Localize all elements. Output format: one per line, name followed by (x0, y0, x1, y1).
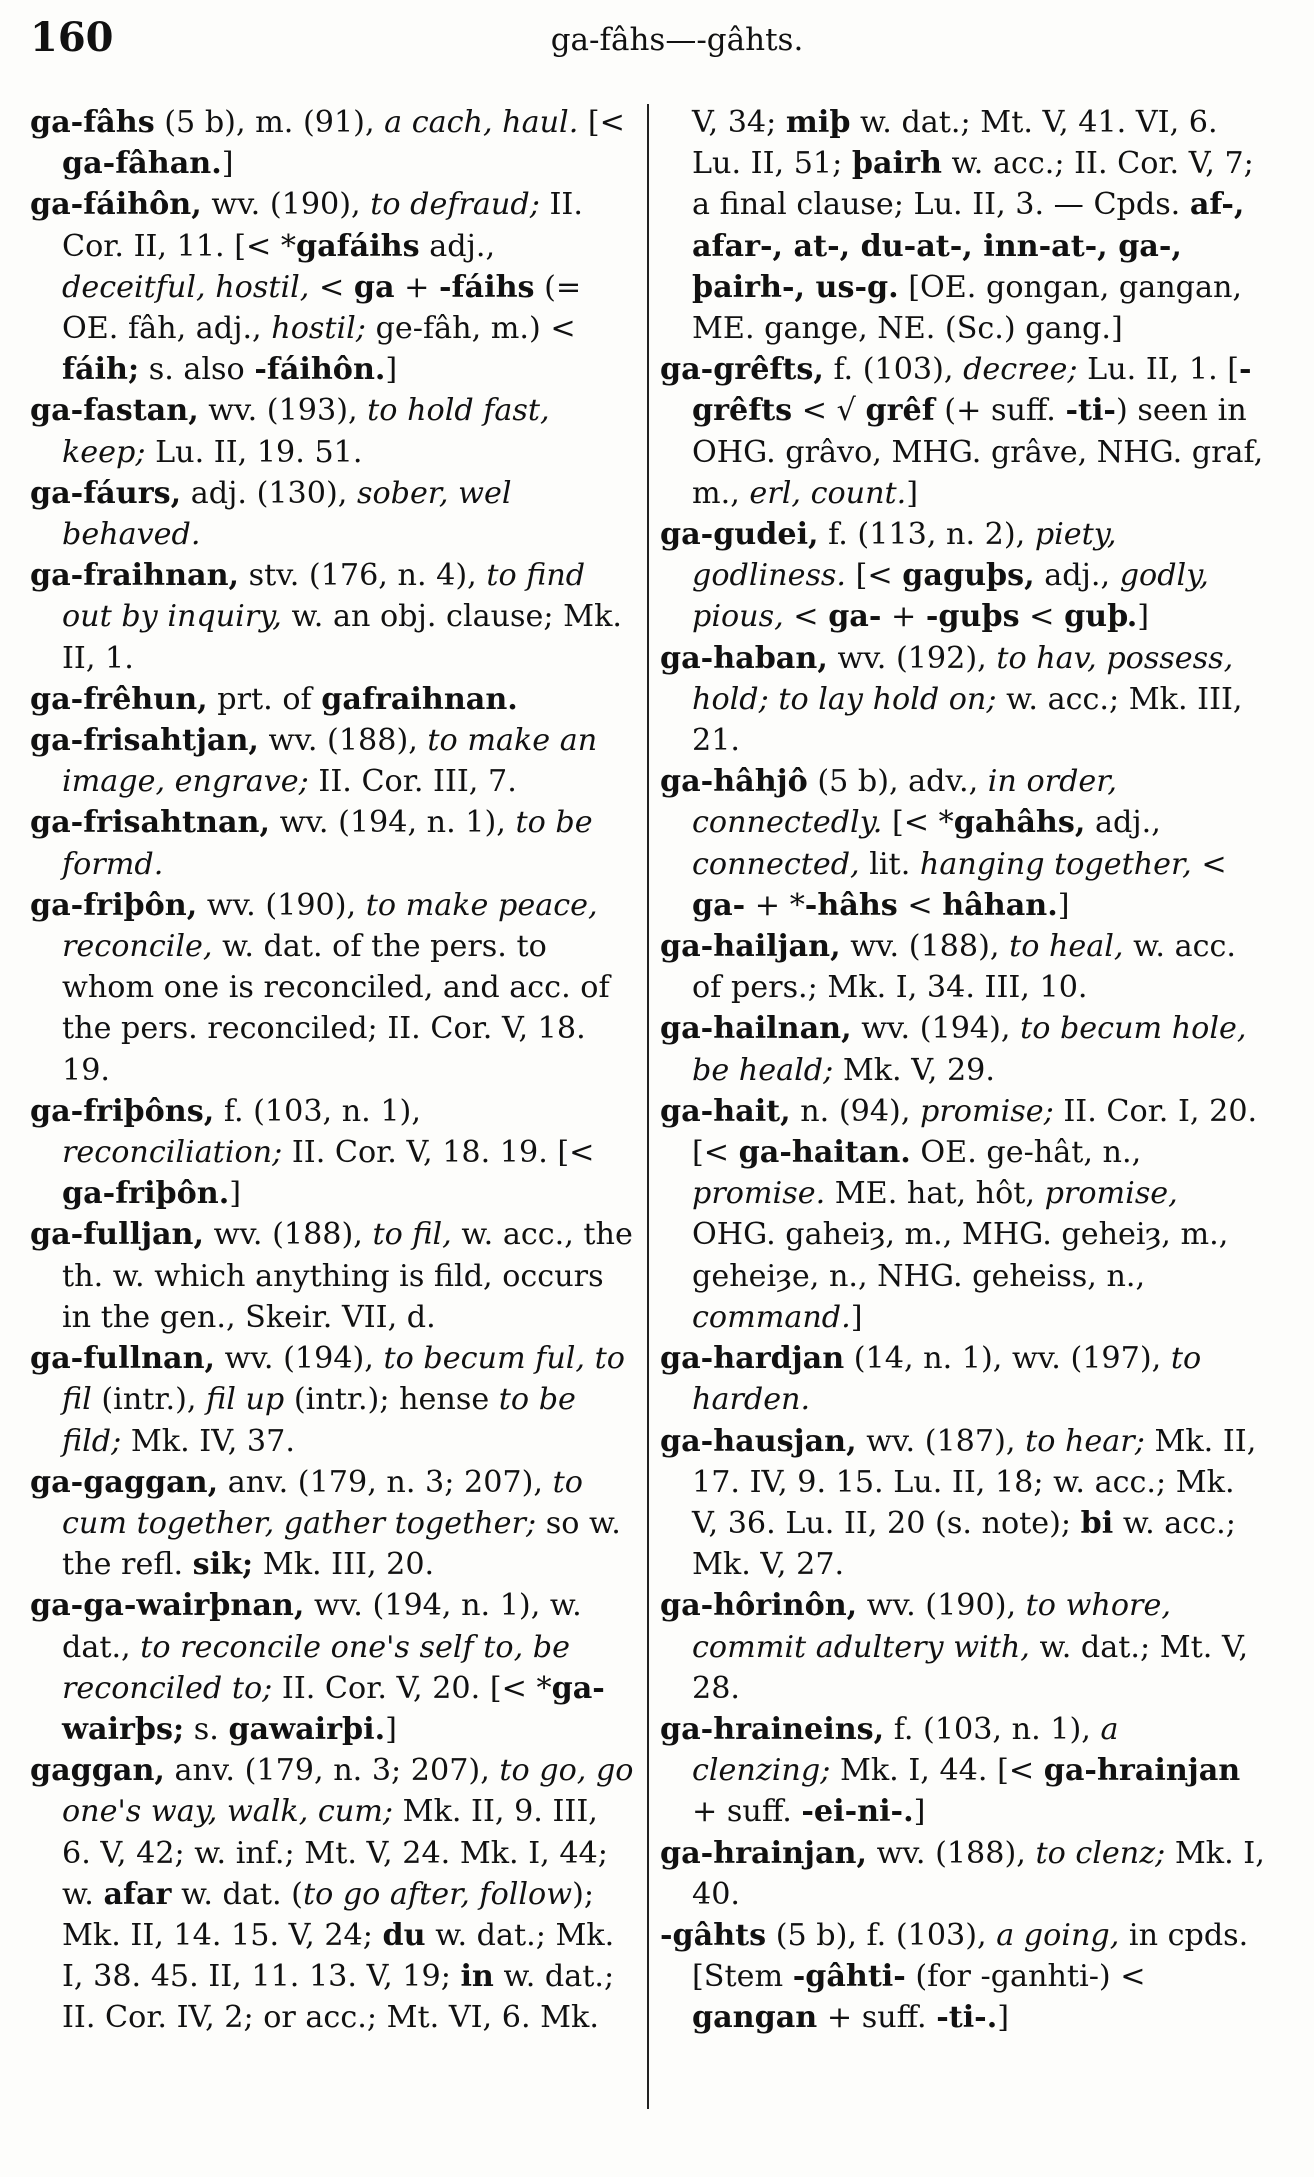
entry-headword: ga-hâhjô (660, 764, 808, 800)
entry-definition: wv. (190), to defraud; II. Cor. II, 11. [< *gafáihs adj., deceitful, hostil, < ga + -fáihs (= OE. fâh, adj., hostil; ge-fâh, m.) < fáih; s. also -fáihôn.] (62, 187, 583, 388)
dictionary-entry (660, 638, 1266, 762)
dictionary-entry (30, 885, 636, 1091)
entry-definition: wv. (188), to fil, w. acc., the th. w. which anything is fild, occurs in the gen., Skeir. VII, d. (62, 1217, 633, 1335)
dictionary-entry (30, 1462, 636, 1586)
entry-headword: ga-hailnan, (660, 1011, 852, 1047)
entry-headword: ga-fastan, (30, 393, 199, 429)
entry-definition: wv. (190), to make peace, reconcile, w. dat. of the pers. to whom one is reconciled, and acc. of the pers. reconciled; II. Cor. V, 18. 19. (62, 887, 610, 1088)
entry-headword: ga-fulljan, (30, 1217, 205, 1253)
dictionary-entry (660, 1008, 1266, 1090)
entry-headword: ga-friþôns, (30, 1093, 215, 1129)
dictionary-entry (30, 802, 636, 884)
entry-headword: ga-frêhun, (30, 681, 208, 717)
entry-headword: -gâhts (660, 1917, 767, 1953)
dictionary-entry (30, 1338, 636, 1462)
entry-headword: ga-hrainjan, (660, 1835, 867, 1871)
entry-definition: wv. (190), to whore, commit adultery with, w. dat.; Mt. V, 28. (692, 1588, 1249, 1706)
entry-definition: anv. (179, n. 3; 207), to go, go one's way, walk, cum; Mk. II, 9. III, 6. V, 42; w. inf.; Mt. V, 24. Mk. I, 44; w. afar w. dat. (to go after, follow); Mk. II, 14. 15. V, 24; du w. dat.; Mk. I, 38. 45. II, 11. 13. V, 19; in w. dat.; II. Cor. IV, 2; or acc.; Mt. VI, 6. Mk. (62, 1753, 634, 2036)
entry-definition: f. (113, n. 2), piety, godliness. [< gaguþs, adj., godly, pious, < ga- + -guþs < guþ.] (692, 517, 1209, 635)
dictionary-entry (30, 1750, 636, 2038)
entry-headword: ga-ga-wairþnan, (30, 1588, 305, 1624)
entry-definition: (5 b), adv., in order, connectedly. [< *gahâhs, adj., connected, lit. hanging together, < ga- + *-hâhs < hâhan.] (692, 764, 1227, 923)
entry-headword: ga-grêfts, (660, 352, 824, 388)
dictionary-entry (30, 473, 636, 555)
entry-headword: ga-gudei, (660, 517, 819, 553)
entry-definition: wv. (194), to becum hole, be heald; Mk. V, 29. (692, 1011, 1247, 1088)
entry-headword: ga-hausjan, (660, 1423, 857, 1459)
entry-definition: wv. (192), to hav, possess, hold; to lay hold on; w. acc.; Mk. III, 21. (692, 640, 1243, 759)
dictionary-entry (660, 1915, 1266, 2039)
entry-headword: ga-fáihôn, (30, 187, 202, 223)
dictionary-entry (30, 1091, 636, 1215)
dictionary-entry (660, 761, 1266, 926)
dictionary-entry (30, 102, 636, 184)
dictionary-entry (660, 1091, 1266, 1338)
right-column (660, 102, 1266, 2039)
entry-definition: (5 b), f. (103), a going, in cpds. [Stem -gâhti- (for -ganhti-) < gangan + suff. -ti-.] (692, 1917, 1249, 2036)
dictionary-entry (660, 1338, 1266, 1420)
entry-definition: wv. (194), to becum ful, to fil (intr.), fil up (intr.); hense to be fild; Mk. IV, 37. (62, 1341, 625, 1459)
dictionary-entry (660, 926, 1266, 1008)
entry-definition: f. (103, n. 1), a clenzing; Mk. I, 44. [< ga-hrainjan + suff. -ei-ni-.] (692, 1711, 1241, 1830)
entry-definition: wv. (188), to heal, w. acc. of pers.; Mk. I, 34. III, 10. (692, 929, 1236, 1006)
entry-headword: ga-frisahtnan, (30, 805, 270, 841)
entry-headword: ga-fâhs (30, 105, 155, 140)
entry-definition: (14, n. 1), wv. (197), to harden. (692, 1341, 1202, 1418)
entry-definition: f. (103), decree; Lu. II, 1. [-grêfts < √ grêf (+ suff. -ti-) seen in OHG. grâvo, MHG. grâve, NHG. graf, m., erl, count.] (692, 352, 1264, 511)
entry-headword: ga-gaggan, (30, 1464, 219, 1500)
entry-definition: wv. (194, n. 1), to be formd. (62, 805, 593, 882)
entry-continuation: V, 34; miþ w. dat.; Mt. V, 41. VI, 6. Lu. II, 51; þairh w. acc.; II. Cor. V, 7; a final clause; Lu. II, 3. — Cpds. af-, afar-, at-, du-at-, inn-at-, ga-, þairh-, us-g. [OE. gongan, gangan, ME. gange, NE. (Sc.) gang.] (692, 105, 1254, 347)
running-head: ga-fâhs—-gâhts. (550, 22, 804, 58)
entry-headword: ga-hailjan, (660, 929, 841, 965)
dictionary-entry (30, 679, 636, 720)
left-column (30, 102, 636, 2039)
entry-definition: anv. (179, n. 3; 207), to cum together, gather together; so w. the refl. sik; Mk. III, 20. (62, 1464, 621, 1583)
dictionary-entry (30, 184, 636, 390)
dictionary-entry (660, 349, 1266, 514)
dictionary-entry (30, 555, 636, 679)
entry-headword: ga-frisahtjan, (30, 723, 259, 759)
column-divider (647, 104, 649, 2109)
entry-definition: stv. (176, n. 4), to find out by inquiry, w. an obj. clause; Mk. II, 1. (62, 558, 622, 676)
dictionary-entry (30, 1214, 636, 1338)
dictionary-entry (30, 1585, 636, 1750)
entry-headword: ga-fraihnan, (30, 558, 240, 594)
entry-headword: gaggan, (30, 1753, 165, 1789)
entry-definition: f. (103, n. 1), reconciliation; II. Cor. V, 18. 19. [< ga-friþôn.] (62, 1093, 595, 1212)
dictionary-entry (30, 720, 636, 802)
dictionary-entry (660, 1709, 1266, 1833)
entry-definition: prt. of gafraihnan. (207, 681, 518, 717)
dictionary-entry (660, 1421, 1266, 1586)
entry-headword: ga-fáurs, (30, 475, 182, 511)
entry-headword: ga-friþôn, (30, 887, 198, 923)
entry-definition: (5 b), m. (91), a cach, haul. [< ga-fâhan.] (62, 105, 625, 182)
entry-definition: wv. (188), to clenz; Mk. I, 40. (692, 1835, 1265, 1912)
entry-headword: ga-hôrinôn, (660, 1588, 858, 1624)
entry-headword: ga-fullnan, (30, 1341, 216, 1377)
entry-headword: ga-hait, (660, 1093, 791, 1129)
entry-definition: wv. (194, n. 1), w. dat., to reconcile one's self to, be reconciled to; II. Cor. V, 20. [< *ga-wairþs; s. gawairþi.] (62, 1588, 605, 1747)
entry-headword: ga-haban, (660, 640, 828, 676)
entry-headword: ga-hardjan (660, 1341, 845, 1377)
entry-definition: wv. (187), to hear; Mk. II, 17. IV, 9. 15. Lu. II, 18; w. acc.; Mk. V, 36. Lu. II, 20 (s. note); bi w. acc.; Mk. V, 27. (692, 1423, 1257, 1583)
dictionary-entry (660, 514, 1266, 638)
entry-definition: wv. (188), to make an image, engrave; II. Cor. III, 7. (62, 723, 598, 800)
entry-definition: n. (94), promise; II. Cor. I, 20. [< ga-haitan. OE. ge-hât, n., promise. ME. hat, hôt, promise, OHG. gaheiȝ, m., MHG. geheiȝ, m., geheiȝe, n., NHG. geheiss, n., command.] (692, 1093, 1258, 1335)
dictionary-entry (660, 1585, 1266, 1709)
entry-definition: wv. (193), to hold fast, keep; Lu. II, 19. 51. (62, 393, 550, 470)
entry-headword: ga-hraineins, (660, 1711, 885, 1747)
entry-definition: adj. (130), sober, wel behaved. (62, 475, 512, 553)
dictionary-entry (30, 390, 636, 472)
dictionary-entry (660, 1833, 1266, 1915)
page-number: 160 (30, 14, 114, 61)
